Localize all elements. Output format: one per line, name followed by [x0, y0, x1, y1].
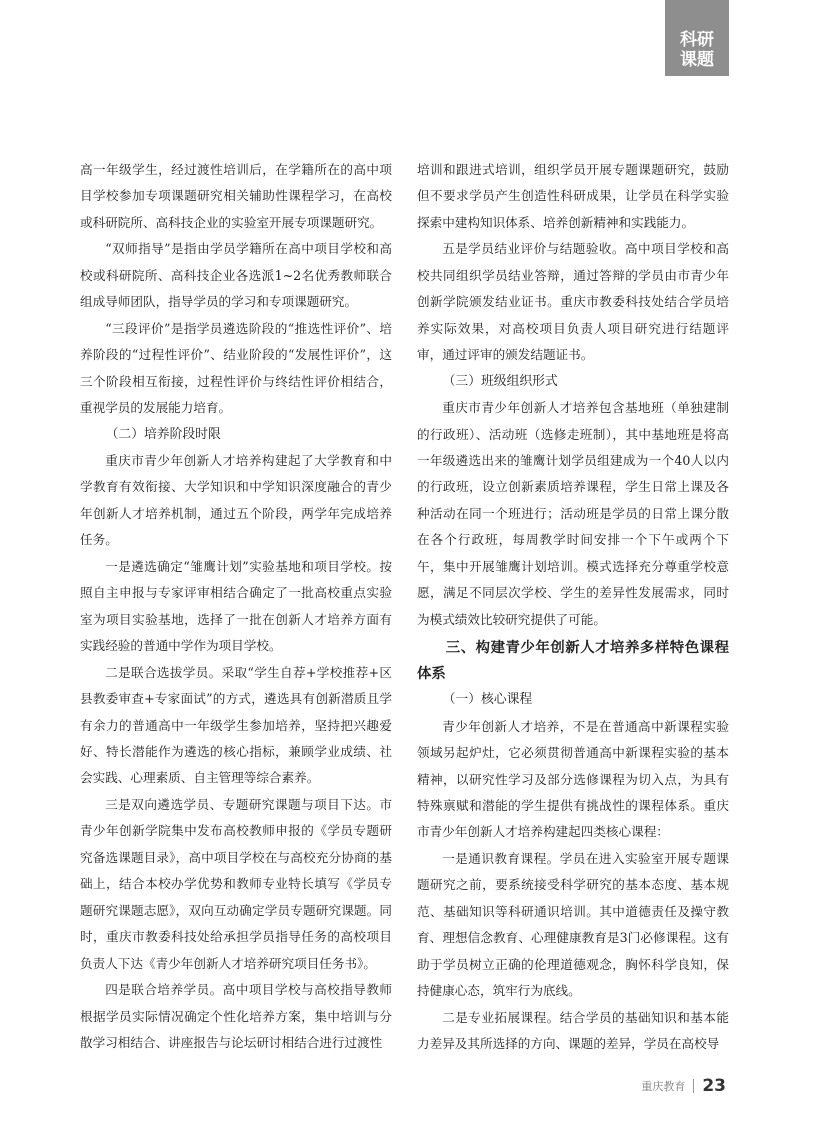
publication-name: 重庆教育 — [641, 1080, 686, 1093]
right-paragraph-2: 五是学员结业评价与结题验收。高中项目学校和高校共同组织学员结业答辩，通过答辩的学员由市青少年创新学院颁发结业证书。重庆市教委科技处结合学员培养实际效果，对高校项目负责人项目研究进行结题评审，通过评审的颁发结题证书。 — [417, 241, 729, 363]
left-paragraph-6: 二是联合选拔学员。采取“学生自荐+学校推荐+区县教委审查+专家面试”的方式，遴选具有创新潜质且学有余力的普通高中一年级学生参加培养，坚持把兴趣爱好、特长潜能作为遴选的核心指标，兼顾学业成绩、社会实践、心理素质、自主管理等综合素养。 — [80, 664, 392, 786]
left-paragraph-3: “三段评价”是指学员遴选阶段的“推选性评价”、培养阶段的“过程性评价”、结业阶段的“发展性评价”，这三个阶段相互衔接，过程性评价与终结性评价相结合，重视学员的发展能力培育。 — [80, 320, 392, 416]
right-paragraph-5: 一是通识教育课程。学员在进入实验室开展专题课题研究之前，要系统接受科学研究的基本态度、基本规范、基础知识等科研通识培训。其中道德责任及操守教育、理想信念教育、心理健康教育是3门必修课程。这有助于学员树立正确的伦理道德观念，胸怀科学良知，保持健康心态，筑牢行为底线。 — [417, 850, 729, 999]
left-paragraph-8: 四是联合培养学员。高中项目学校与高校指导教师根据学员实际情况确定个性化培养方案，集中培训与分散学习相结合、讲座报告与论坛研讨相结合进行过渡性 — [80, 982, 392, 1050]
section-tab — [665, 0, 729, 76]
page-number: 23 — [702, 1076, 726, 1096]
page-footer — [641, 1074, 726, 1098]
footer-divider — [693, 1079, 694, 1093]
section-tab-line1: 科研 — [680, 30, 714, 50]
right-paragraph-4: 青少年创新人才培养，不是在普通高中新课程实验领域另起炉灶，它必须贯彻普通高中新课程实验的基本精神，以研究性学习及部分选修课程为切入点，为具有特殊禀赋和潜能的学生提供有挑战性的课程体系。重庆市青少年创新人才培养构建起四类核心课程： — [417, 718, 729, 840]
left-paragraph-1: 高一年级学生，经过渡性培训后，在学籍所在的高中项目学校参加专项课题研究相关辅助性课程学习，在高校或科研院所、高科技企业的实验室开展专项课题研究。 — [80, 162, 392, 230]
right-paragraph-6: 二是专业拓展课程。结合学员的基础知识和基本能力差异及其所选择的方向、课题的差异，学员在高校导 — [417, 1009, 729, 1052]
left-column — [80, 157, 392, 1056]
subheading-class-organization: （三）班级组织形式 — [442, 373, 558, 389]
left-paragraph-4: 重庆市青少年创新人才培养构建起了大学教育和中学教育有效衔接、大学知识和中学知识深度融合的青少年创新人才培养机制，通过五个阶段，两学年完成培养任务。 — [80, 452, 392, 548]
right-column — [417, 157, 729, 1058]
subheading-training-stages: （二）培养阶段时限 — [105, 426, 221, 442]
left-paragraph-2: “双师指导”是指由学员学籍所在高中项目学校和高校或科研院所、高科技企业各选派1~2名优秀教师联合组成导师团队，指导学员的学习和专项课题研究。 — [80, 241, 392, 310]
left-paragraph-5: 一是遴选确定“雏鹰计划”实验基地和项目学校。按照自主申报与专家评审相结合确定了一批高校重点实验室为项目实验基地，选择了一批在创新人才培养方面有实践经验的普通中学作为项目学校。 — [80, 558, 392, 654]
left-paragraph-7: 三是双向遴选学员、专题研究课题与项目下达。市青少年创新学院集中发布高校教师申报的《学员专题研究备选课题目录》，高中项目学校在与高校充分协商的基础上，结合本校办学优势和教师专业特长填写《学员专题研究课题志愿》，双向互动确定学员专题研究课题。同时，重庆市教委科技处给承担学员指导任务的高校项目负责人下达《青少年创新人才培养研究项目任务书》。 — [80, 796, 392, 971]
right-paragraph-3: 重庆市青少年创新人才培养包含基地班（单独建制的行政班）、活动班（选修走班制），其中基地班是将高一年级遴选出来的雏鹰计划学员组建成为一个40人以内的行政班，设立创新素质培养课程，学生日常上课及各种活动在同一个班进行；活动班是学员的日常上课分散在各个行政班，每周教学时间安排一个下午或两个下午，集中开展雏鹰计划培训。模式选择充分尊重学校意愿，满足不同层次学校、学生的差异性发展需求，同时为模式绩效比较研究提供了可能。 — [417, 400, 729, 627]
section-heading-curriculum: 三、构建青少年创新人才培养多样特色课程体系 — [417, 640, 729, 683]
section-tab-line2: 课题 — [680, 50, 714, 70]
right-paragraph-1: 培训和跟进式培训，组织学员开展专题课题研究，鼓励但不要求学员产生创造性科研成果，让学员在科学实验探索中建构知识体系、培养创新精神和实践能力。 — [417, 162, 729, 230]
subheading-core-courses: （一）核心课程 — [442, 692, 533, 708]
